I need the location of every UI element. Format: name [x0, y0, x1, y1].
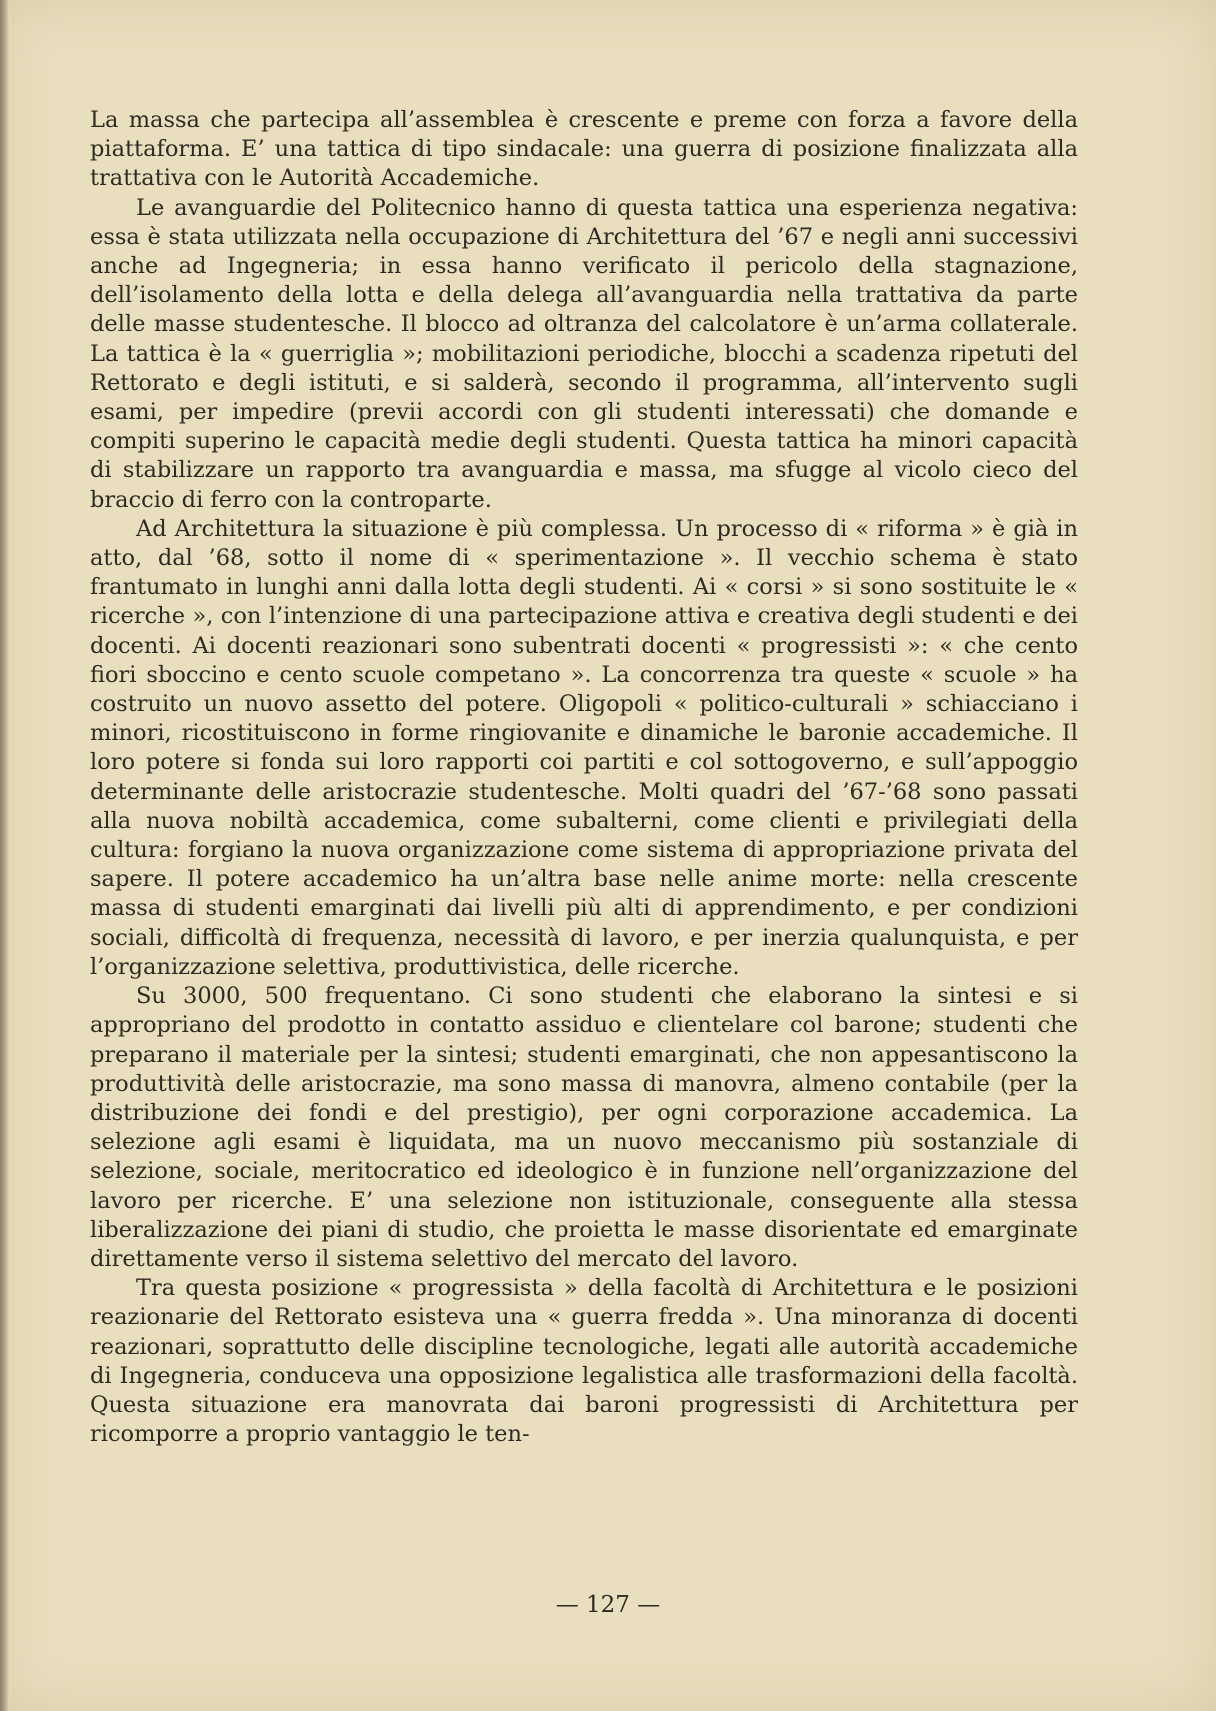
- page-number: — 127 —: [555, 1592, 661, 1618]
- paragraph-5: Tra questa posizione « progressista » della facoltà di Architettura e le posizioni reazionarie del Rettorato esisteva una « guerra fredda ». Una minoranza di docenti reazionari, soprattutto delle discipline tecnologiche, legati alle autorità accademiche di Ingegneria, conduceva una opposizione legalistica alle trasformazioni della facoltà. Questa situazione era manovrata dai baroni progressisti di Architettura per ricomporre a proprio vantaggio le ten-: [90, 1275, 1078, 1448]
- paragraph-3: Ad Architettura la situazione è più complessa. Un processo di « riforma » è già in atto, dal ’68, sotto il nome di « sperimentazione ». Il vecchio schema è stato frantumato in lunghi anni dalla lotta degli studenti. Ai « corsi » si sono sostituite le « ricerche », con l’intenzione di una partecipazione attiva e creativa degli studenti e dei docenti. Ai docenti reazionari sono subentrati docenti « progressisti »: « che cento fiori sboccino e cento scuole competano ». La concorrenza tra queste « scuole » ha costruito un nuovo assetto del potere. Oligopoli « politico-culturali » schiacciano i minori, ricostituiscono in forme ringiovanite e dinamiche le baronie accademiche. Il loro potere si fonda sui loro rapporti coi partiti e col sottogoverno, e sull’appoggio determinante delle aristocrazie studentesche. Molti quadri del ’67-’68 sono passati alla nuova nobiltà accademica, come subalterni, come clienti e privilegiati della cultura: forgiano la nuova organizzazione come sistema di appropriazione privata del sapere. Il potere accademico ha un’altra base nelle anime morte: nella crescente massa di studenti emarginati dai livelli più alti di apprendimento, e per condizioni sociali, difficoltà di frequenza, necessità di lavoro, e per inerzia qualunquista, e per l’organizzazione selettiva, produttivistica, delle ricerche.: [90, 515, 1078, 980]
- paragraph-1: La massa che partecipa all’assemblea è crescente e preme con forza a favore della piattaforma. E’ una tattica di tipo sindacale: una guerra di posizione finalizzata alla trattativa con le Autorità Accademiche.: [90, 107, 1078, 192]
- body-text: [90, 106, 1078, 1449]
- paragraph-2: Le avanguardie del Politecnico hanno di questa tattica una esperienza negativa: essa è stata utilizzata nella occupazione di Architettura del ’67 e negli anni successivi anche ad Ingegneria; in essa hanno verificato il pericolo della stagnazione, dell’isolamento della lotta e della delega all’avanguardia nella trattativa da parte delle masse studentesche. Il blocco ad oltranza del calcolatore è un’arma collaterale. La tattica è la « guerriglia »; mobilitazioni periodiche, blocchi a scadenza ripetuti del Rettorato e degli istituti, e si salderà, secondo il programma, all’intervento sugli esami, per impedire (previi accordi con gli studenti interessati) che domande e compiti superino le capacità medie degli studenti. Questa tattica ha minori capacità di stabilizzare un rapporto tra avanguardia e massa, ma sfugge al vicolo cieco del braccio di ferro con la controparte.: [90, 194, 1078, 513]
- paragraph-4: Su 3000, 500 frequentano. Ci sono studenti che elaborano la sintesi e si appropriano del prodotto in contatto assiduo e clientelare col barone; studenti che preparano il materiale per la sintesi; studenti emarginati, che non appesantiscono la produttività delle aristocrazie, ma sono massa di manovra, almeno contabile (per la distribuzione dei fondi e del prestigio), per ogni corporazione accademica. La selezione agli esami è liquidata, ma un nuovo meccanismo più sostanziale di selezione, sociale, meritocratico ed ideologico è in funzione nell’organizzazione del lavoro per ricerche. E’ una selezione non istituzionale, conseguente alla stessa liberalizzazione dei piani di studio, che proietta le masse disorientate ed emarginate direttamente verso il sistema selettivo del mercato del lavoro.: [90, 983, 1078, 1272]
- page-spine-shadow: [0, 0, 10, 1711]
